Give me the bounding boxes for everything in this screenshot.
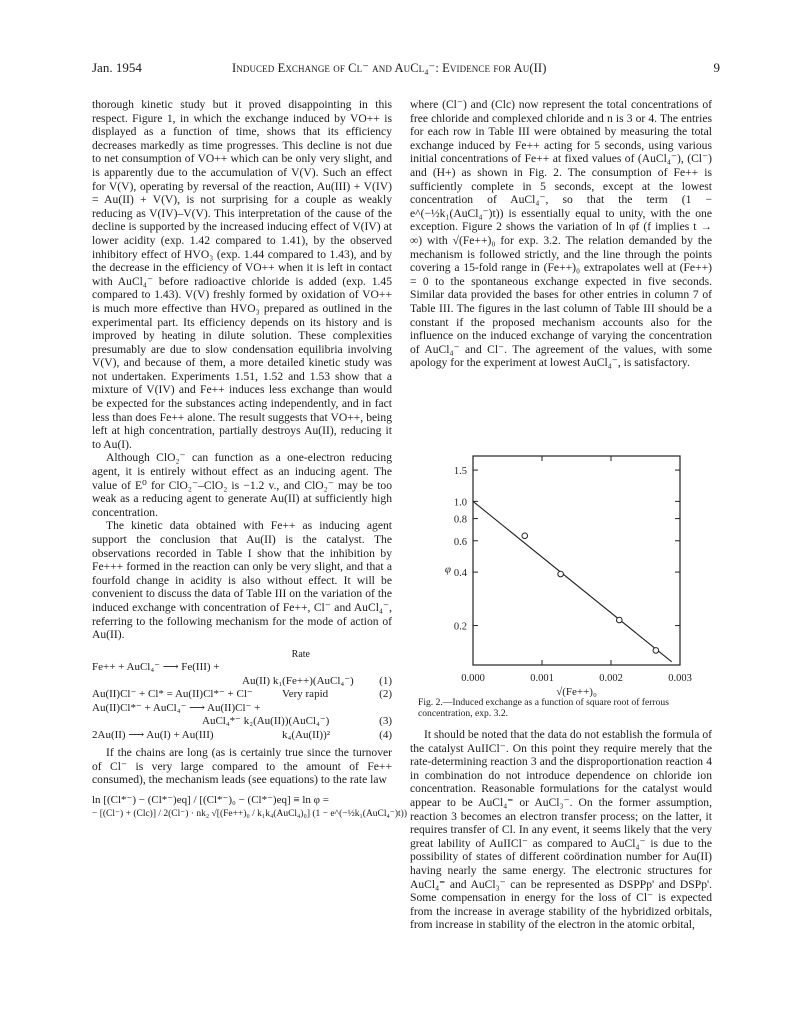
rate-text: Au(II) k₁(Fe++)(AuCl₄⁻) xyxy=(242,674,354,687)
mechanism-block xyxy=(92,648,392,743)
right-column-continued xyxy=(410,728,712,932)
equation-number: (1) xyxy=(379,674,392,687)
mechanism-row xyxy=(92,715,392,729)
rate-text: Very rapid xyxy=(282,688,329,701)
y-tick-label: 1.5 xyxy=(453,466,467,478)
page-header xyxy=(92,60,720,82)
data-point xyxy=(653,648,659,654)
reaction-text: 2Au(II) ⟶ Au(I) + Au(III) xyxy=(92,728,214,741)
x-axis-label: √(Fe++)₀ xyxy=(556,686,597,697)
equation-number: (2) xyxy=(379,688,392,701)
mechanism-row xyxy=(92,702,392,716)
issue-date: Jan. 1954 xyxy=(92,60,142,75)
rate-law-equation xyxy=(92,793,407,821)
mechanism-row xyxy=(92,729,392,743)
mechanism-row xyxy=(92,661,392,675)
right-column xyxy=(410,98,712,370)
plot-frame xyxy=(473,456,680,665)
x-tick-label: 0.001 xyxy=(530,673,554,684)
rate-text: k₄(Au(II))² xyxy=(282,728,331,741)
mechanism-row xyxy=(92,688,392,702)
mechanism-row xyxy=(92,675,392,689)
y-axis-label: φ xyxy=(444,563,451,576)
y-tick-label: 0.8 xyxy=(453,514,467,526)
left-column xyxy=(92,98,407,827)
page-number: 9 xyxy=(713,60,720,75)
x-tick-label: 0.002 xyxy=(599,673,623,684)
data-point xyxy=(522,533,528,539)
figure-caption: Fig. 2.—Induced exchange as a function of square root of ferrous concentration, exp. 3.2. xyxy=(418,697,669,720)
equation-line: ln [(Cl*⁻) − (Cl*⁻)eq] / [(Cl*⁻)₀ − (Cl*⁻)eq] ≡ ln φ = xyxy=(92,794,329,807)
running-title: Induced Exchange of Cl⁻ and AuCl₄⁻: Evidence for Au(II) xyxy=(232,61,547,75)
x-tick-label: 0.003 xyxy=(668,673,692,684)
rate-text: AuCl₄*⁻ k₂(Au(II))(AuCl₄⁻) xyxy=(202,715,330,728)
paragraph: It should be noted that the data do not establish the formula of the catalyst AuIICl⁻. On this point they require merely that the rate-determining reaction 3 and the disproportionation reaction 4 in combination do not introduce dependence on chloride ion concentration. Reasonable formulations for the catalyst would appear to be AuCl₄⁼ or AuCl₃⁻. On the former assumption, reaction 3 becomes an electron transfer process; on the latter, it requires transfer of Cl. In any event, it seems likely that the very great lability of AuIICl⁻ as compared to AuCl₄⁻ is due to the possibility of states of different coördination number for Au(II) having nearly the same energy. The electronic structures for AuCl₄⁼ and AuCl₃⁻ can be represented as DSPPp' and DSPp'. Some compensation in energy for the loss of Cl⁻ is expected from the increase in average stability of the hybridized orbitals, from increase in stability of the electron in the atomic orbital, xyxy=(410,728,712,932)
chart-svg xyxy=(418,452,710,697)
y-tick-label: 0.2 xyxy=(453,621,467,633)
data-point xyxy=(616,617,622,623)
paragraph: The kinetic data obtained with Fe++ as inducing agent support the conclusion that Au(II) is the catalyst. The observations recorded in Table I show that the inhibition by Fe+++ formed in the reaction can only be very slight, and that a fourfold change in acidity is also without effect. It will be convenient to discuss the data of Table III on the variation of the induced exchange with concentration of Fe++, Cl⁻ and AuCl₄⁻, referring to the following mechanism for the mode of action of Au(II). xyxy=(92,519,392,642)
reaction-text: Au(II)Cl⁻ + Cl* = Au(II)Cl*⁻ + Cl⁻ xyxy=(92,688,253,701)
reaction-text: Au(II)Cl*⁻ + AuCl₄⁻ ⟶ Au(II)Cl⁻ + xyxy=(92,701,261,714)
fit-line xyxy=(473,501,672,661)
equation-number: (4) xyxy=(379,728,392,741)
paragraph: thorough kinetic study but it proved disappointing in this respect. Figure 1, in which the exchange induced by VO++ is displayed as a function of time, shows that its efficiency decreases markedly as time progresses. This decline is not due to net consumption of VO++ which can be only very slight, and is apparently due to the accumulation of V(V). Such an effect for V(V), operating by reversal of the reaction, Au(III) + V(IV) = Au(II) + V(V), is not surprising for a couple as weakly reducing as V(IV)–V(V). This interpretation of the cause of the decline is supported by the increased inducing effect of V(IV) at lower acidity (exp. 1.42 compared to 1.41), by the observed inhibitory effect of HVO₃ (exp. 1.44 compared to 1.43), and by the decrease in the efficiency of VO++ when it is left in contact with AuCl₄⁻ before radioactive chloride is added (exp. 1.45 compared to 1.43). V(V) freshly formed by oxidation of VO++ is much more effective than HVO₃ prepared as outlined in the experimental part. Its efficiency depends on its history and is improved by heating in dilute solution. These complexities presumably are due to slow condensation equilibria involving V(V), and because of them, a more detailed kinetic study was not undertaken. Experiments 1.51, 1.52 and 1.53 show that a mixture of V(IV) and Fe++ induces less exchange than would be expected for the substances acting independently, and in fact less than does Fe++ alone. The result suggests that VO++, being left at high concentration, partially destroys Au(II), reducing it to Au(I). xyxy=(92,98,392,451)
rate-heading: Rate xyxy=(291,648,310,660)
paragraph: where (Cl⁻) and (Clc) now represent the total concentrations of free chloride and complexed chloride and n is 3 or 4. The entries for each row in Table III were obtained by measuring the total exchange induced by Fe++ acting for 5 seconds, using various initial concentrations of Fe++ at fixed values of (AuCl₄⁻), (Cl⁻) and (H+) as shown in Fig. 2. The consumption of Fe++ is sufficiently complete in 5 seconds, except at the lowest concentration of AuCl₄⁻, so that the term (1 − e^(−½k₁(AuCl₄⁻)t)) is essentially equal to unity, with the one exception. Figure 2 shows the variation of ln φf (f implies t → ∞) with √(Fe++)₀ for exp. 3.2. The relation demanded by the mechanism is followed strictly, and the line through the points covering a 15-fold range in (Fe++)₀ extrapolates well at (Fe++) = 0 to the spontaneous exchange expected in five seconds. Similar data provided the bases for other entries in column 7 of Table III. The figures in the last column of Table III should be a constant if the proposed mechanism accounts also for the influence on the induced exchange of varying the concentration of AuCl₄⁻ and Cl⁻. The agreement of the values, with some apology for the experiment at lowest AuCl₄⁻, is satisfactory. xyxy=(410,98,712,370)
reaction-text: Fe++ + AuCl₄⁻ ⟶ Fe(III) + xyxy=(92,661,220,674)
equation-number: (3) xyxy=(379,715,392,728)
paragraph: If the chains are long (as is certainly true since the turnover of Cl⁻ is very large compared to the amount of Fe++ consumed), the mechanism leads (see equations) to the rate law xyxy=(92,746,392,787)
y-tick-label: 0.6 xyxy=(453,536,467,548)
y-tick-label: 0.4 xyxy=(453,568,467,580)
data-point xyxy=(558,571,564,577)
paragraph: Although ClO₂⁻ can function as a one-electron reducing agent, it is entirely without effect as an inducing agent. The value of E⁰ for ClO₂⁻–ClO₂ is −1.2 v., and ClO₂⁻ may be too weak as a reducing agent to generate Au(II) at sufficiently high concentration. xyxy=(92,451,392,519)
x-tick-label: 0.000 xyxy=(461,673,485,684)
figure-2 xyxy=(418,452,710,732)
equation-line: − [(Cl⁻) + (Clc)] / 2(Cl⁻) · nk₂ √[(Fe++)₀ / k₁k₄(AuCl₄)₀] (1 − e^(−½k₁(AuCl₄⁻)t)) xyxy=(92,809,407,820)
y-tick-label: 1.0 xyxy=(453,497,467,509)
